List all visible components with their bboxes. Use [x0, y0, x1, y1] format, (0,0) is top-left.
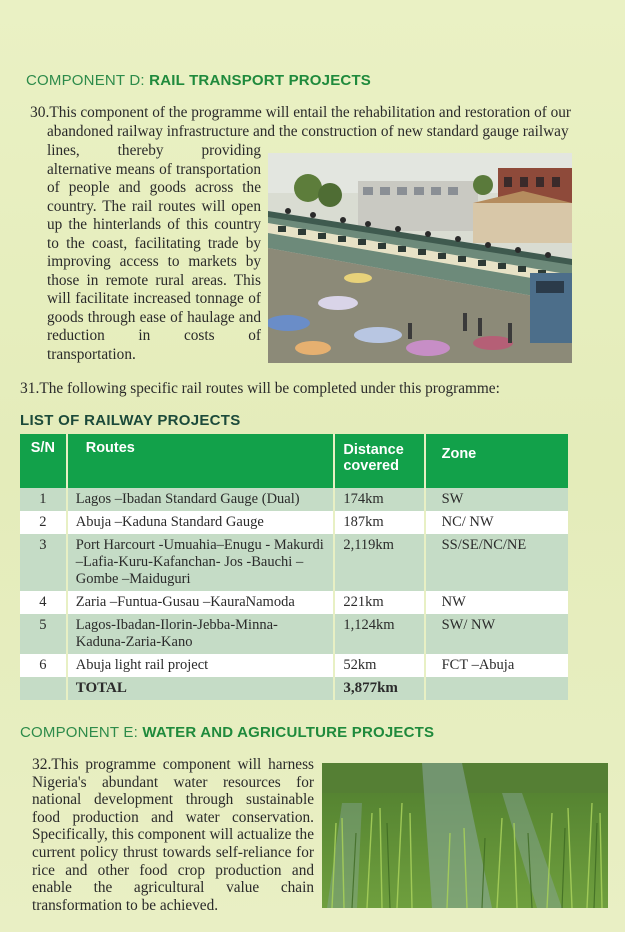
header-zone: Zone: [425, 434, 568, 488]
row-distance: 1,124km: [334, 614, 424, 654]
component-d-prefix: COMPONENT D:: [26, 72, 145, 89]
total-label: TOTAL: [67, 677, 335, 700]
row-sn: 2: [20, 511, 67, 534]
table-row: [20, 591, 568, 614]
table-row: [20, 488, 568, 511]
table-row: [20, 534, 568, 591]
header-distance: Distance covered: [334, 434, 424, 488]
row-distance: 52km: [334, 654, 424, 677]
row-sn: 5: [20, 614, 67, 654]
paragraph-32: [32, 756, 314, 914]
paragraph-31-number: 31.: [20, 380, 40, 397]
row-route: Zaria –Funtua-Gusau –KauraNamoda: [67, 591, 335, 614]
row-sn: 6: [20, 654, 67, 677]
row-distance: 187km: [334, 511, 424, 534]
paragraph-30-intro: [30, 104, 590, 141]
row-zone: SW: [425, 488, 568, 511]
row-route: Abuja light rail project: [67, 654, 335, 677]
total-distance: 3,877km: [334, 677, 424, 700]
table-row: [20, 654, 568, 677]
row-route: Lagos –Ibadan Standard Gauge (Dual): [67, 488, 335, 511]
row-route: Port Harcourt -Umuahia–Enugu - Makurdi –Lafia-Kuru-Kafanchan- Jos -Bauchi –Gombe –Maiduguri: [67, 534, 335, 591]
crowded-train-photo: [268, 153, 572, 363]
row-zone: NC/ NW: [425, 511, 568, 534]
paragraph-32-number: 32.: [32, 756, 52, 773]
header-sn: S/N: [20, 434, 67, 488]
row-route: Abuja –Kaduna Standard Gauge: [67, 511, 335, 534]
railway-list-title: LIST OF RAILWAY PROJECTS: [20, 412, 241, 429]
row-distance: 221km: [334, 591, 424, 614]
row-distance: 2,119km: [334, 534, 424, 591]
rice-field-photo: [322, 763, 608, 908]
paragraph-30-body: lines, thereby providing alternative means of transportation of people and goods across the country. The rail routes will open up the hinterlands of this country to the coast, facilitating trade by improving access to markets by those in remote rural areas. This will facilitate increased tonnage of goods through ease of haulage and reduction in costs of transportation.: [47, 142, 261, 363]
row-zone: NW: [425, 591, 568, 614]
component-d-title: RAIL TRANSPORT PROJECTS: [149, 72, 372, 89]
paragraph-30-number: 30.: [30, 104, 50, 121]
component-e-heading: [20, 724, 434, 741]
component-e-prefix: COMPONENT E:: [20, 724, 138, 741]
total-sn-empty: [20, 677, 67, 700]
rice-field-illustration: [322, 763, 608, 908]
row-sn: 1: [20, 488, 67, 511]
table-row: [20, 511, 568, 534]
paragraph-30-line2: abandoned railway infrastructure and the construction of new standard gauge railway: [47, 122, 569, 140]
component-e-title: WATER AND AGRICULTURE PROJECTS: [142, 724, 435, 741]
component-d-heading: [26, 72, 371, 89]
train-photo-illustration: [268, 153, 572, 363]
railway-projects-table: [20, 434, 568, 700]
table-header-row: [20, 434, 568, 488]
row-zone: SS/SE/NC/NE: [425, 534, 568, 591]
paragraph-32-text: This programme component will harness Nigeria's abundant water resources for national development through sustainable food production and water conservation. Specifically, this component will actualize the current policy thrust towards self-reliance for rice and other food crop production and enable the agricultural value chain transformation to be achieved.: [32, 756, 314, 914]
header-routes: Routes: [67, 434, 335, 488]
row-zone: FCT –Abuja: [425, 654, 568, 677]
row-zone: SW/ NW: [425, 614, 568, 654]
table-row: [20, 614, 568, 654]
row-sn: 3: [20, 534, 67, 591]
paragraph-31-text: The following specific rail routes will be completed under this programme:: [39, 380, 500, 397]
row-sn: 4: [20, 591, 67, 614]
row-distance: 174km: [334, 488, 424, 511]
table-total-row: [20, 677, 568, 700]
paragraph-30-line1: This component of the programme will entail the rehabilitation and restoration of our: [49, 104, 572, 121]
total-zone-empty: [425, 677, 568, 700]
row-route: Lagos-Ibadan-Ilorin-Jebba-Minna- Kaduna-Zaria-Kano: [67, 614, 335, 654]
paragraph-31: [20, 380, 600, 399]
